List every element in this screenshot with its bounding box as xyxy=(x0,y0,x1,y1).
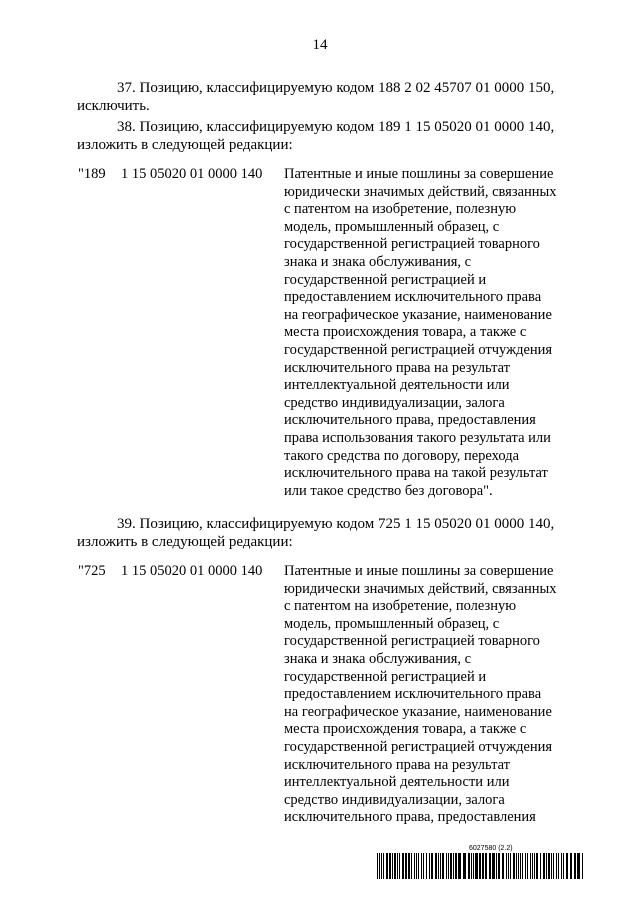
description-line: знака и знака обслуживания, с xyxy=(284,253,472,270)
description-line: предоставлением исключительного права xyxy=(284,686,542,703)
description-line: государственной регистрацией отчуждения xyxy=(284,738,553,755)
description-line: средство индивидуализации, залога xyxy=(284,791,505,808)
description-line: права использования такого результата или xyxy=(284,429,551,446)
description-line: государственной регистрацией и xyxy=(284,668,487,685)
paragraph-38-line-2: изложить в следующей редакции: xyxy=(77,137,293,153)
paragraph-39-line-1: 39. Позицию, классифицируемую кодом 725 1 15 05020 01 0000 140, xyxy=(117,516,555,532)
description-line: исключительного права, предоставления xyxy=(284,412,536,429)
description-line: государственной регистрацией товарного xyxy=(284,236,540,253)
description-line: места происхождения товара, а также с xyxy=(284,324,527,341)
description-line: исключительного права на такой результат xyxy=(284,465,548,482)
description-line: исключительного права на результат xyxy=(284,359,510,376)
barcode-caption: 6027580 (2.2) xyxy=(469,845,513,852)
description-line: юридически значимых действий, связанных xyxy=(284,580,557,597)
description-line: средство индивидуализации, залога xyxy=(284,394,505,411)
description-line: исключительного права, предоставления xyxy=(284,809,536,826)
row-prefix: "725 xyxy=(78,563,106,579)
paragraph-39-line-2: изложить в следующей редакции: xyxy=(77,534,293,550)
page-number: 14 xyxy=(312,37,328,53)
description-line: исключительного права на результат xyxy=(284,756,510,773)
description-line: предоставлением исключительного права xyxy=(284,289,542,306)
barcode xyxy=(377,845,587,879)
row-description xyxy=(284,166,576,500)
row-prefix: "189 xyxy=(78,166,106,182)
description-line: государственной регистрацией отчуждения xyxy=(284,341,553,358)
description-line: государственной регистрацией и xyxy=(284,271,487,288)
description-line: знака и знака обслуживания, с xyxy=(284,650,472,667)
description-line: модель, промышленный образец, с xyxy=(284,615,500,632)
description-line: или такое средство без договора". xyxy=(284,482,493,499)
description-line: места происхождения товара, а также с xyxy=(284,721,527,738)
description-line: государственной регистрацией товарного xyxy=(284,633,540,650)
description-line: модель, промышленный образец, с xyxy=(284,218,500,235)
description-line: на географическое указание, наименование xyxy=(284,703,552,720)
paragraph-38 xyxy=(77,118,570,154)
paragraph-39 xyxy=(77,515,570,551)
description-line: интеллектуальной деятельности или xyxy=(284,377,510,394)
description-line: с патентом на изобретение, полезную xyxy=(284,201,517,218)
row-code: 1 15 05020 01 0000 140 xyxy=(121,166,263,182)
description-line: юридически значимых действий, связанных xyxy=(284,183,557,200)
row-description xyxy=(284,563,576,827)
description-line: на географическое указание, наименование xyxy=(284,306,552,323)
paragraph-38-line-1: 38. Позицию, классифицируемую кодом 189 1 15 05020 01 0000 140, xyxy=(117,119,555,135)
barcode-image xyxy=(377,853,587,879)
description-line: интеллектуальной деятельности или xyxy=(284,774,510,791)
description-line: Патентные и иные пошлины за совершение xyxy=(284,166,554,182)
description-line: такого средства по договору, перехода xyxy=(284,447,520,464)
description-line: Патентные и иные пошлины за совершение xyxy=(284,563,554,579)
paragraph-37-line-2: исключить. xyxy=(77,98,150,114)
row-code: 1 15 05020 01 0000 140 xyxy=(121,563,263,579)
paragraph-37 xyxy=(77,79,570,115)
description-line: с патентом на изобретение, полезную xyxy=(284,598,517,615)
paragraph-37-line-1: 37. Позицию, классифицируемую кодом 188 2 02 45707 01 0000 150, xyxy=(117,80,555,96)
